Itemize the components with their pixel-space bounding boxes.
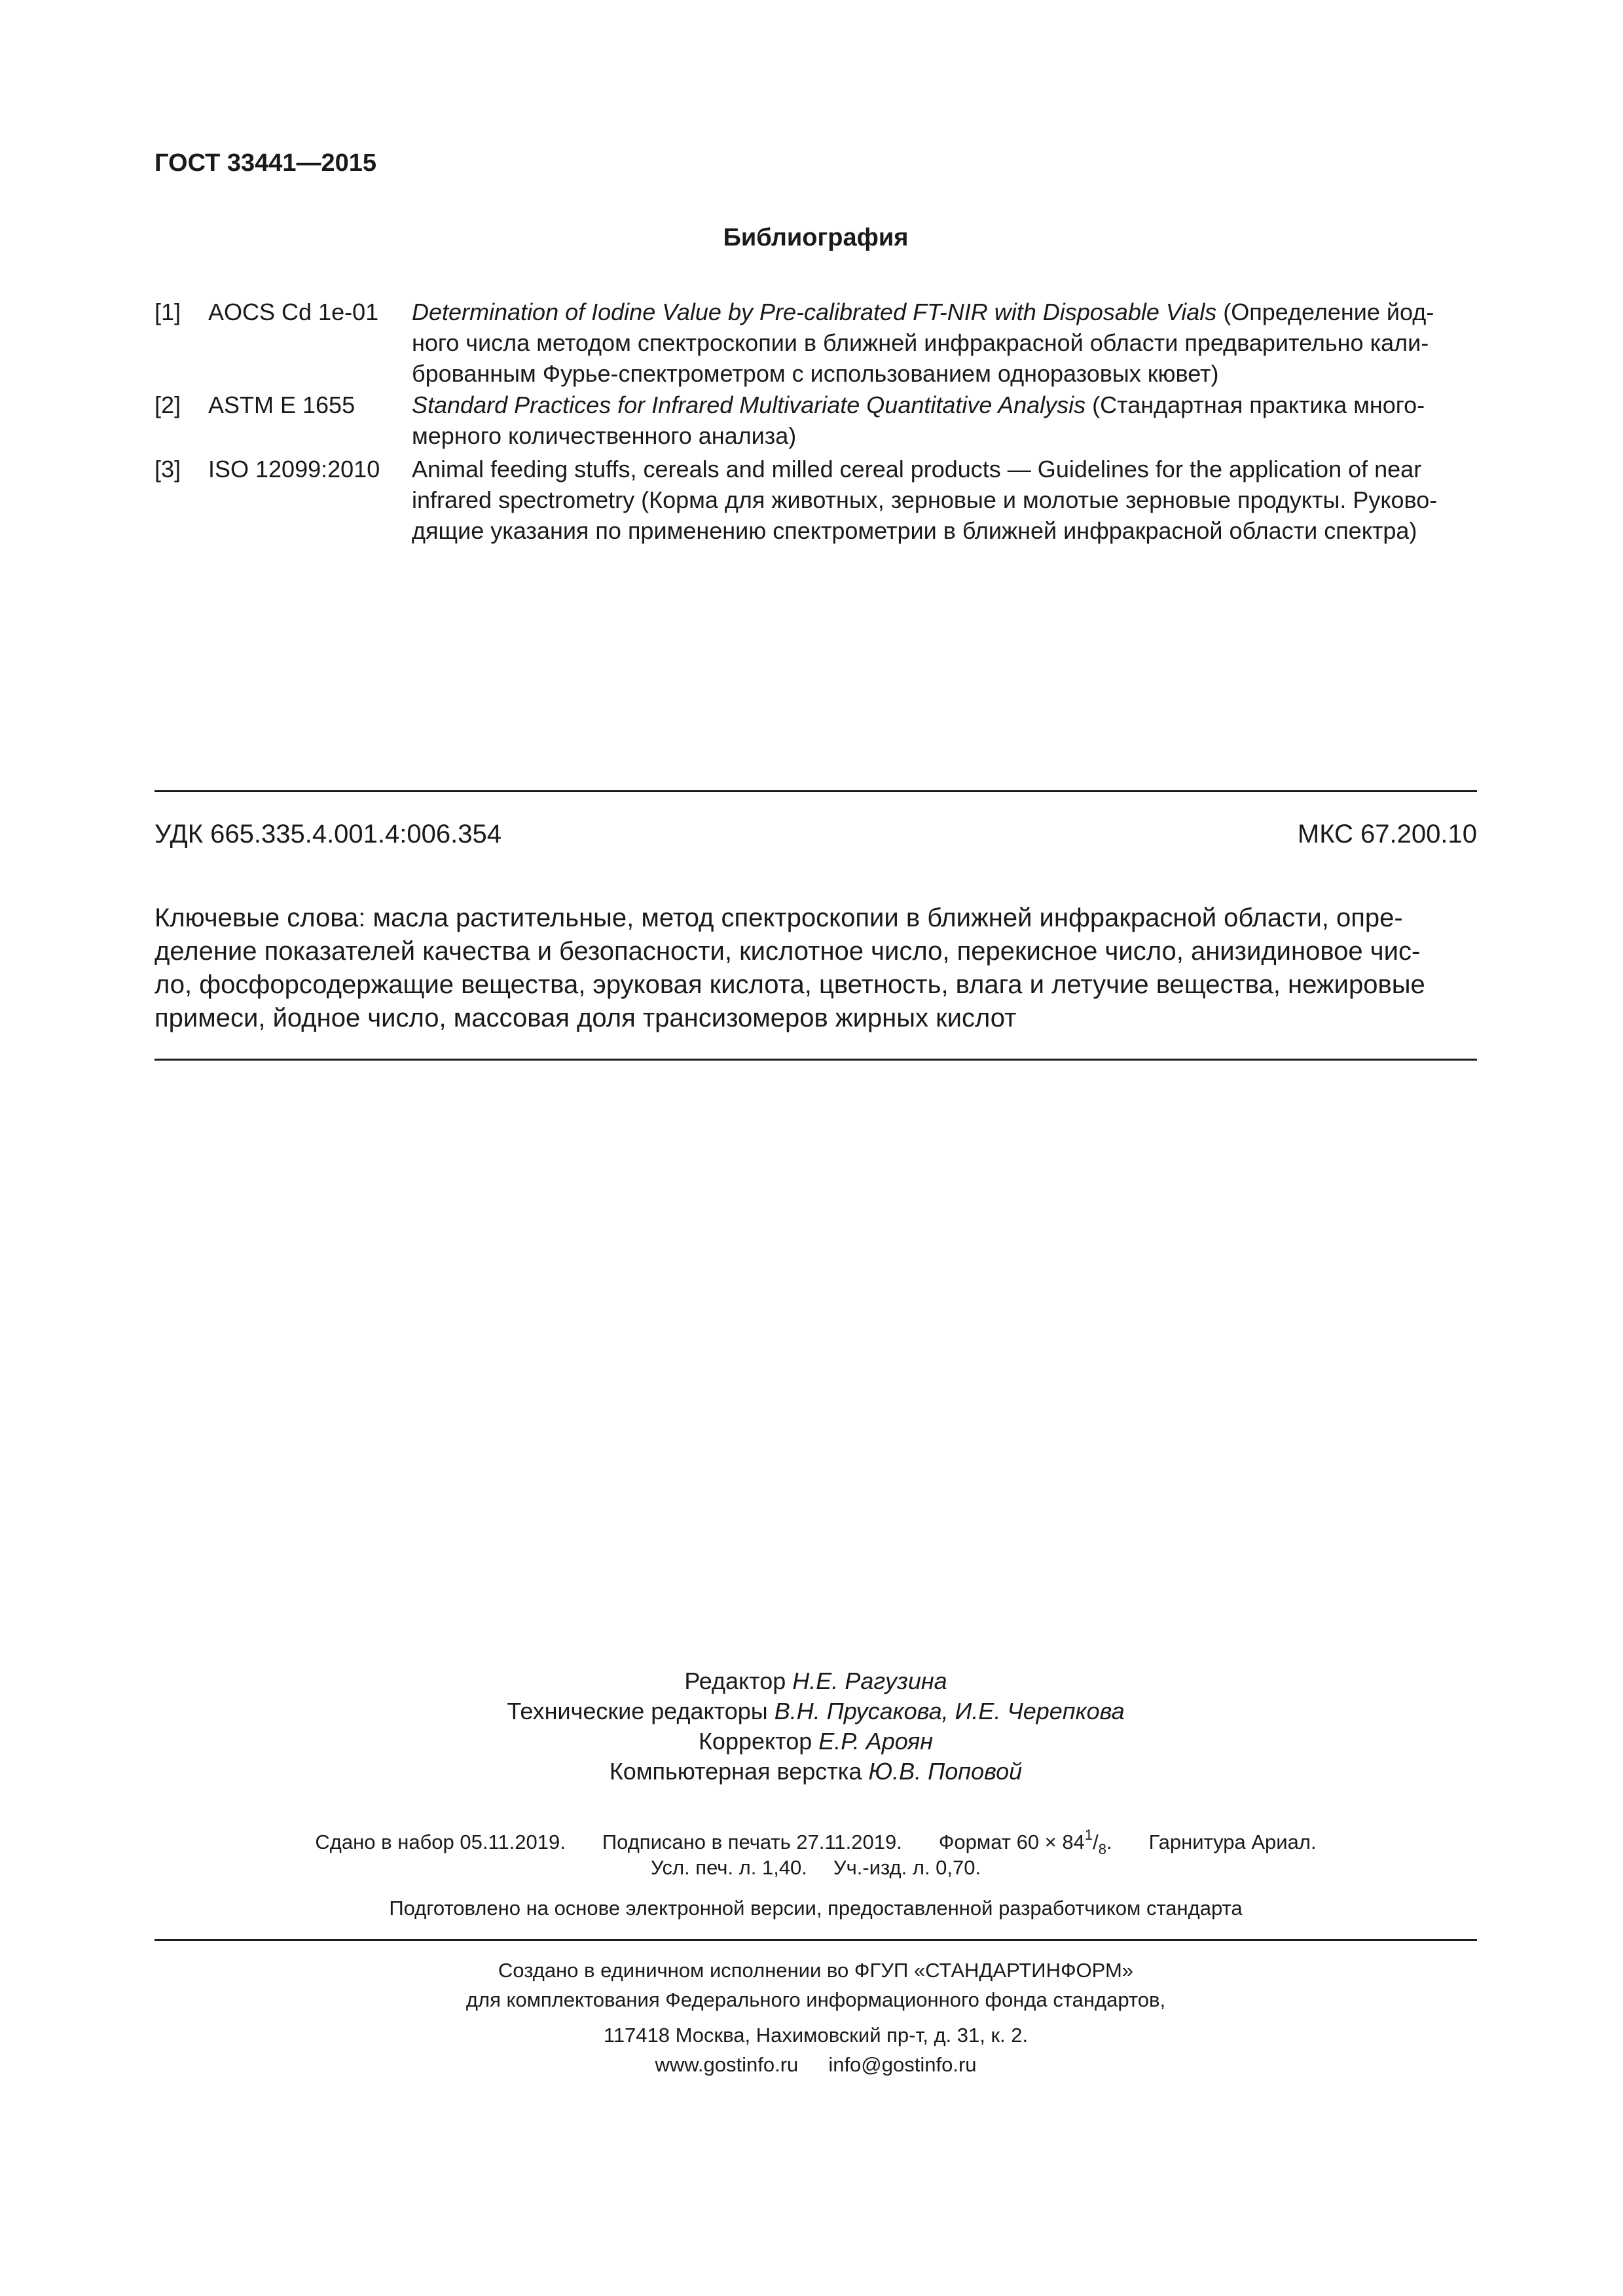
keywords-line: Ключевые слова: масла растительные, метод спектроскопии в ближней инфракрасной области, опре- [155, 903, 1403, 932]
publishing-sheets [155, 1856, 1477, 1880]
layout-line: Компьютерная верстка Ю.В. Поповой [609, 1758, 1023, 1785]
pub-sheets: Уч.-изд. л. 0,70. [833, 1856, 981, 1879]
footer-contacts [155, 2020, 1477, 2079]
divider [155, 1939, 1477, 1941]
publishing-details [155, 1827, 1477, 1858]
keywords-line: ло, фосфорсодержащие вещества, эруковая кислота, цветность, влага и летучие вещества, нежировые [155, 970, 1425, 999]
website-link[interactable]: www.gostinfo.ru [655, 2053, 799, 2076]
typeset-date: Сдано в набор 05.11.2019. [315, 1831, 566, 1853]
keywords-paragraph [155, 902, 1477, 1035]
editor-name: Н.Е. Рагузина [792, 1667, 947, 1694]
prepared-note: Подготовлено на основе электронной версии, предоставленной разработчиком стандарта [389, 1897, 1243, 1920]
keywords-line: примеси, йодное число, массовая доля трансизомеров жирных кислот [155, 1004, 1017, 1032]
entry-text [412, 390, 1477, 451]
entry-number: [3] [155, 456, 181, 483]
entry-title-en: Standard Practices for Infrared Multivariate Quantitative Analysis [412, 392, 1086, 418]
tech-editors-line: Технические редакторы В.Н. Прусакова, И.Е. Черепкова [507, 1698, 1125, 1724]
entry-text [412, 454, 1477, 546]
entry-title-en: Determination of Iodine Value by Pre-calibrated FT-NIR with Disposable Vials [412, 299, 1217, 325]
tech-editors-names: В.Н. Прусакова, И.Е. Черепкова [774, 1698, 1125, 1724]
footer-address: 117418 Москва, Нахимовский пр-т, д. 31, к. 2. [603, 2024, 1029, 2047]
entry-desc-line: (Определение йод- [1216, 299, 1434, 325]
entry-desc-line: ного числа методом спектроскопии в ближней инфракрасной области предварительно кали- [412, 329, 1429, 356]
typeface: Гарнитура Ариал. [1148, 1831, 1317, 1853]
footer-line: Создано в единичном исполнении во ФГУП «СТАНДАРТИНФОРМ» [498, 1959, 1134, 1982]
paper-format: Формат $60 \times 84^1/_8$. [938, 1827, 1112, 1857]
entry-desc-line: (Стандартная практика много- [1085, 392, 1425, 418]
entry-desc-line: дящие указания по применению спектрометрии в ближней инфракрасной области спектра) [412, 517, 1417, 544]
entry-number: [2] [155, 392, 181, 418]
credits-block [155, 1666, 1477, 1787]
corrector-line: Корректор Е.Р. Ароян [698, 1728, 934, 1755]
divider [155, 790, 1477, 792]
standard-number: ГОСТ 33441—2015 [155, 149, 377, 177]
entry-code: ISO 12099:2010 [208, 456, 380, 483]
entry-desc-line: infrared spectrometry (Корма для животных, зерновые и молотые зерновые продукты. Руково- [412, 486, 1438, 513]
entry-number: [1] [155, 299, 181, 325]
entry-text [412, 297, 1477, 389]
layout-name: Ю.В. Поповой [868, 1758, 1023, 1785]
entry-desc-line: мерного количественного анализа) [412, 422, 797, 449]
entry-desc-line: Animal feeding stuffs, cereals and milled cereal products — Guidelines for the application of near [412, 456, 1422, 483]
keywords-line: деление показателей качества и безопасности, кислотное число, перекисное число, анизидиновое чис- [155, 937, 1421, 966]
footer-line: для комплектования Федерального информационного фонда стандартов, [465, 1988, 1166, 2011]
signed-date: Подписано в печать 27.11.2019. [602, 1831, 902, 1853]
corrector-name: Е.Р. Ароян [818, 1728, 934, 1755]
editor-line: Редактор Н.Е. Рагузина [684, 1667, 947, 1694]
udk-code: УДК 665.335.4.001.4:006.354 [155, 820, 501, 848]
print-sheets: Усл. печ. л. 1,40. [650, 1856, 807, 1879]
mks-code: МКС 67.200.10 [1297, 820, 1477, 848]
entry-desc-line: брованным Фурье-спектрометром с использованием одноразовых кювет) [412, 360, 1219, 387]
divider [155, 1059, 1477, 1061]
email-link[interactable]: info@gostinfo.ru [828, 2053, 977, 2076]
footer-block [155, 1956, 1477, 2014]
entry-code: AOCS Cd 1e-01 [208, 299, 379, 325]
footer-web-line [155, 2050, 1477, 2079]
bibliography-title: Библиография [723, 224, 909, 251]
entry-code: ASTM E 1655 [208, 392, 356, 418]
